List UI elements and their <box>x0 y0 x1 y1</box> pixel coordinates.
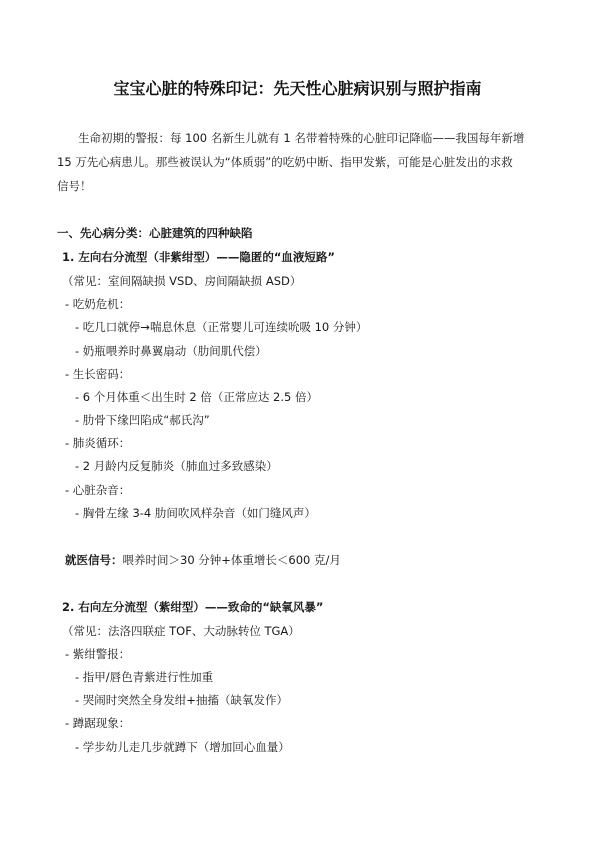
list-item: - 生长密码： <box>65 367 131 381</box>
document-title: 宝宝心脏的特殊印记：先天性心脏病识别与照护指南 <box>113 79 482 98</box>
list-item: - 学步幼儿走几步就蹲下（增加回心血量） <box>75 740 290 754</box>
list-item: - 心脏杂音： <box>65 483 131 497</box>
medical-signal <box>65 553 341 567</box>
type-2-common: （常见：法洛四联症 TOF、大动脉转位 TGA） <box>62 624 300 638</box>
list-item: - 指甲/唇色青紫进行性加重 <box>75 670 214 684</box>
list-item: - 胸骨左缘 3-4 肋间吹风样杂音（如门缝风声） <box>75 506 316 520</box>
list-item: - 2 月龄内反复肺炎（肺血过多致感染） <box>75 459 278 473</box>
intro-line-3: 信号！ <box>57 179 92 193</box>
list-item: - 蹲踞现象： <box>65 716 131 730</box>
list-item: - 6 个月体重＜出生时 2 倍（正常应达 2.5 倍） <box>75 390 319 404</box>
section-1-heading: 一、先心病分类：心脏建筑的四种缺陷 <box>57 226 253 240</box>
list-item: - 吃奶危机： <box>65 297 131 311</box>
list-item: - 肋骨下缘凹陷成“郝氏沟” <box>75 413 210 427</box>
medical-signal-text: 喂养时间＞30 分钟+体重增长＜600 克/月 <box>122 553 341 567</box>
list-item: - 奶瓶喂养时鼻翼扇动（肋间肌代偿） <box>75 344 267 358</box>
list-item: - 紫绀警报： <box>65 647 131 661</box>
list-item: - 吃几口就停→喘息休息（正常婴儿可连续吮吸 10 分钟） <box>75 320 368 334</box>
list-item: - 肺炎循环： <box>65 436 131 450</box>
type-2-heading: 2. 右向左分流型（紫绀型）——致命的“缺氧风暴” <box>62 600 324 614</box>
list-item: - 哭闹时突然全身发绀+抽搐（缺氧发作） <box>75 693 288 707</box>
type-1-common: （常见：室间隔缺损 VSD、房间隔缺损 ASD） <box>62 274 302 288</box>
type-1-heading: 1. 左向右分流型（非紫绀型）——隐匿的“血液短路” <box>62 250 335 264</box>
intro-line-2: 15 万先心病患儿。那些被误认为“体质弱”的吃奶中断、指甲发紫，可能是心脏发出的求救 <box>57 155 513 169</box>
medical-signal-label: 就医信号： <box>65 553 123 567</box>
intro-line-1: 生命初期的警报：每 100 名新生儿就有 1 名带着特殊的心脏印记降临——我国每年新增 <box>78 131 525 145</box>
